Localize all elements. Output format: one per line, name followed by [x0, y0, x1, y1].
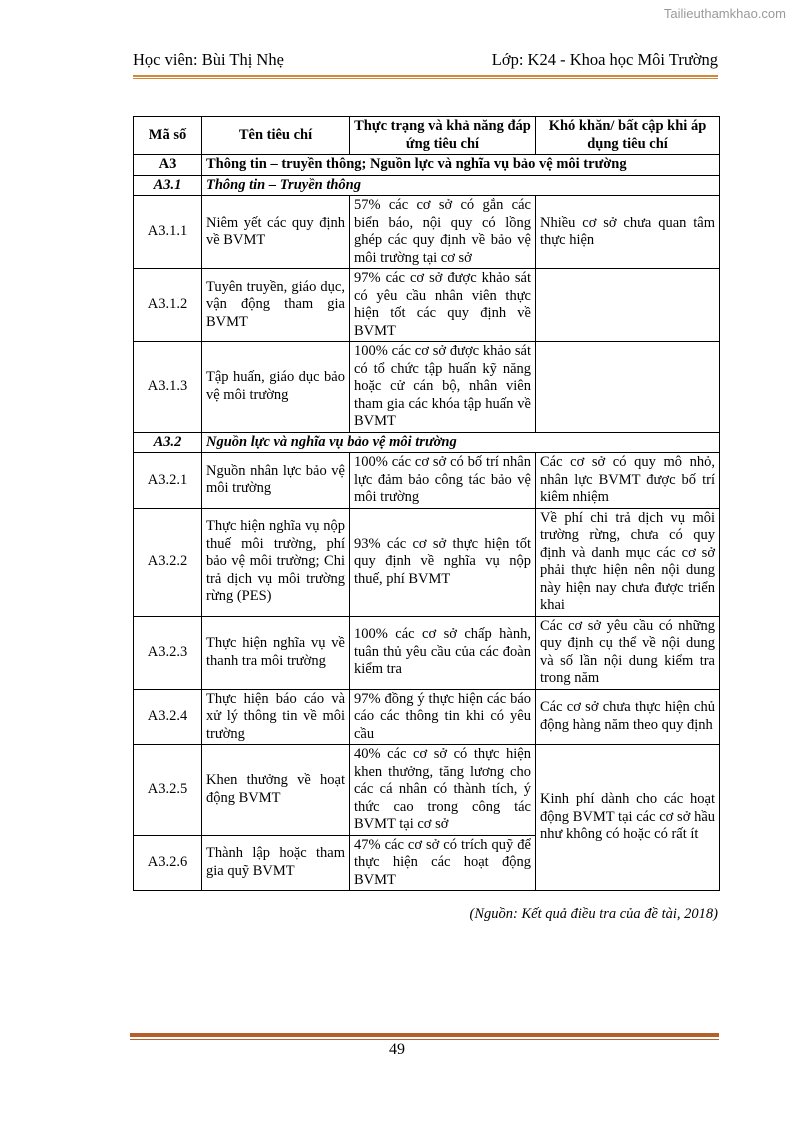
subsection-title: Nguồn lực và nghĩa vụ bảo vệ môi trường	[202, 432, 720, 453]
table-row	[134, 453, 720, 509]
table-row	[134, 196, 720, 269]
page-number: 49	[389, 1041, 405, 1058]
page-header	[133, 50, 718, 70]
criterion-name: Khen thưởng về hoạt động BVMT	[202, 745, 350, 836]
criterion-issue: Về phí chi trả dịch vụ môi trường rừng, chưa có quy định và danh mục các cơ sở phải thực hiện nên nội dung này hiện nay chưa được triển khai	[536, 508, 720, 616]
criterion-status: 93% các cơ sở thực hiện tốt quy định về nghĩa vụ nộp thuế, phí BVMT	[350, 508, 536, 616]
criterion-issue: Nhiều cơ sở chưa quan tâm thực hiện	[536, 196, 720, 269]
criterion-issue: Các cơ sở có quy mô nhỏ, nhân lực BVMT được bố trí kiêm nhiệm	[536, 453, 720, 509]
criterion-name: Thực hiện nghĩa vụ về thanh tra môi trường	[202, 616, 350, 689]
section-code: A3	[134, 155, 202, 176]
criterion-name: Thành lập hoặc tham gia quỹ BVMT	[202, 835, 350, 891]
subsection-row-a32	[134, 432, 720, 453]
criterion-name: Tập huấn, giáo dục bảo vệ môi trường	[202, 342, 350, 433]
criterion-code: A3.1.3	[134, 342, 202, 433]
criterion-code: A3.1.1	[134, 196, 202, 269]
header-class: Lớp: K24 - Khoa học Môi Trường	[491, 50, 718, 69]
criterion-code: A3.2.1	[134, 453, 202, 509]
table-row	[134, 689, 720, 745]
criterion-name: Nguồn nhân lực bảo vệ môi trường	[202, 453, 350, 509]
criterion-code: A3.2.3	[134, 616, 202, 689]
criterion-status: 40% các cơ sở có thực hiện khen thưởng, tăng lương cho các cá nhân có thành tích, ý thức cao trong công tác BVMT tại cơ sở	[350, 745, 536, 836]
table-header-row	[134, 117, 720, 155]
section-row-a3	[134, 155, 720, 176]
criterion-code: A3.2.6	[134, 835, 202, 891]
criterion-code: A3.2.2	[134, 508, 202, 616]
subsection-code: A3.2	[134, 432, 202, 453]
criterion-issue: Các cơ sở chưa thực hiện chủ động hàng năm theo quy định	[536, 689, 720, 745]
subsection-code: A3.1	[134, 175, 202, 196]
table-row	[134, 269, 720, 342]
header-code: Mã số	[134, 117, 202, 155]
criterion-name: Tuyên truyền, giáo dục, vận động tham gia BVMT	[202, 269, 350, 342]
table-row	[134, 508, 720, 616]
criterion-status: 100% các cơ sở được khảo sát có tổ chức tập huấn kỹ năng hoặc cử cán bộ, nhân viên tham gia các khóa tập huấn về BVMT	[350, 342, 536, 433]
criterion-code: A3.1.2	[134, 269, 202, 342]
criterion-status: 47% các cơ sở có trích quỹ để thực hiện các hoạt động BVMT	[350, 835, 536, 891]
table-row	[134, 342, 720, 433]
criterion-issue: Các cơ sở yêu cầu có những quy định cụ thể về nội dung và số lần nội dung kiểm tra trong năm	[536, 616, 720, 689]
subsection-title: Thông tin – Truyền thông	[202, 175, 720, 196]
watermark: Tailieuthamkhao.com	[663, 6, 786, 21]
criterion-status: 97% các cơ sở được khảo sát có yêu cầu nhân viên thực hiện tốt các quy định về BVMT	[350, 269, 536, 342]
criterion-code: A3.2.5	[134, 745, 202, 836]
criterion-status: 100% các cơ sở có bố trí nhân lực đảm bảo công tác bảo vệ môi trường	[350, 453, 536, 509]
header-issue: Khó khăn/ bất cập khi áp dụng tiêu chí	[536, 117, 720, 155]
table-row	[134, 745, 720, 836]
section-title: Thông tin – truyền thông; Nguồn lực và nghĩa vụ bảo vệ môi trường	[202, 155, 720, 176]
criterion-issue	[536, 269, 720, 342]
footer-divider	[130, 1033, 719, 1040]
criterion-issue	[536, 342, 720, 433]
table-row	[134, 616, 720, 689]
criterion-name: Niêm yết các quy định về BVMT	[202, 196, 350, 269]
source-note: (Nguồn: Kết quả điều tra của đề tài, 2018)	[469, 906, 718, 922]
header-divider	[133, 75, 718, 79]
criterion-name: Thực hiện báo cáo và xử lý thông tin về môi trường	[202, 689, 350, 745]
subsection-row-a31	[134, 175, 720, 196]
header-name: Tên tiêu chí	[202, 117, 350, 155]
criterion-status: 57% các cơ sở có gắn các biển báo, nội quy có lồng ghép các quy định về bảo vệ môi trường tại cơ sở	[350, 196, 536, 269]
criterion-status: 97% đồng ý thực hiện các báo cáo các thông tin khi có yêu cầu	[350, 689, 536, 745]
criterion-status: 100% các cơ sở chấp hành, tuân thủ yêu cầu của các đoàn kiểm tra	[350, 616, 536, 689]
header-status: Thực trạng và khả năng đáp ứng tiêu chí	[350, 117, 536, 155]
header-student: Học viên: Bùi Thị Nhẹ	[133, 50, 284, 69]
criterion-issue-merged: Kinh phí dành cho các hoạt động BVMT tại các cơ sở hầu như không có hoặc có rất ít	[536, 745, 720, 891]
criterion-name: Thực hiện nghĩa vụ nộp thuế môi trường, phí bảo vệ môi trường; Chi trả dịch vụ môi trường rừng (PES)	[202, 508, 350, 616]
criterion-code: A3.2.4	[134, 689, 202, 745]
criteria-table	[133, 116, 720, 891]
